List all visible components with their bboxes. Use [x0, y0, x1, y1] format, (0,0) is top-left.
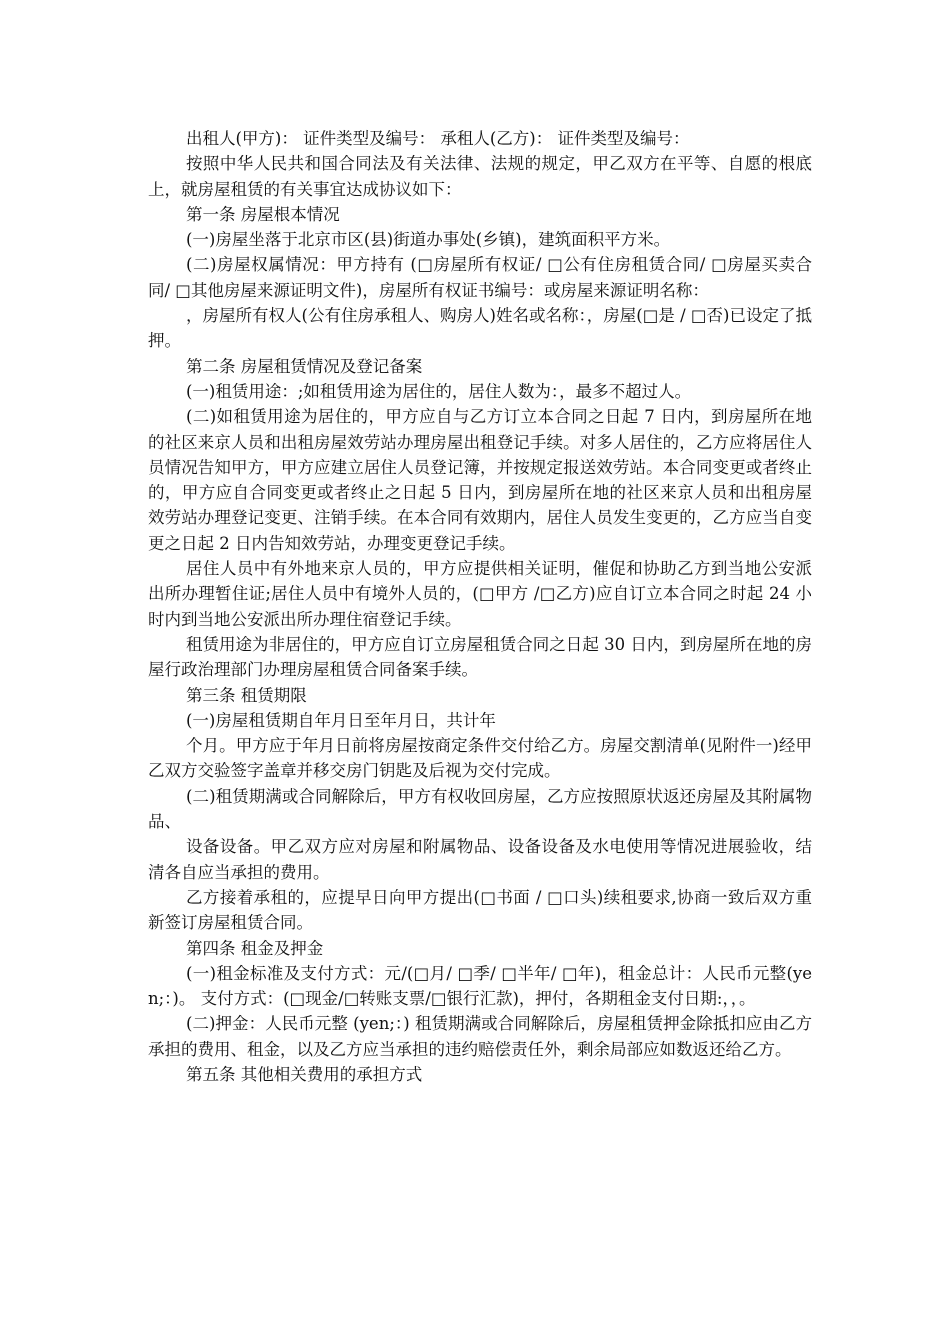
article-1-clause-2: (二)房屋权属情况：甲方持有 (□房屋所有权证/ □公有住房租赁合同/ □房屋买卖合同/ □其他房屋来源证明文件)，房屋所有权证书编号：或房屋来源证明名称：	[148, 255, 812, 300]
article-3-heading: 第三条 租赁期限	[186, 685, 307, 705]
article-2-clause-1: (一)租赁用途：;如租赁用途为居住的，居住人数为：，最多不超过人。	[186, 381, 692, 401]
article-2-foreign-residents: 居住人员中有外地来京人员的，甲方应提供相关证明，催促和协助乙方到当地公安派出所办理暂住证;居住人员中有境外人员的，(□甲方 /□乙方)应自订立本合同之时起 24 小时内到当地公安派出所办理住宿登记手续。	[148, 559, 812, 629]
article-4-heading: 第四条 租金及押金	[186, 938, 324, 958]
article-3-clause-2: (二)租赁期满或合同解除后，甲方有权收回房屋，乙方应按照原状返还房屋及其附属物品、	[148, 786, 812, 832]
article-2-clause-2: (二)如租赁用途为居住的，甲方应自与乙方订立本合同之日起 7 日内，到房屋所在地的社区来京人员和出租房屋效劳站办理房屋出租登记手续。对多人居住的，乙方应将居住人员情况告知甲方，甲方应建立居住人员登记簿，并按规定报送效劳站。本合同变更或者终止的，甲方应自合同变更或者终止之日起 5 日内，到房屋所在地的社区来京人员和出租房屋效劳站办理登记变更、注销手续。在本合同有效期内，居住人员发生变更的，乙方应当自变更之日起 2 日内告知效劳站，办理变更登记手续。	[148, 407, 812, 553]
article-2-non-residential: 租赁用途为非居住的，甲方应自订立房屋租赁合同之日起 30 日内，到房屋所在地的房屋行政治理部门办理房屋租赁合同备案手续。	[148, 634, 812, 680]
article-3-clause-2-continued: 设备设备。甲乙双方应对房屋和附属物品、设备设备及水电使用等情况进展验收，结清各自应当承担的费用。	[148, 837, 812, 882]
article-2-heading: 第二条 房屋租赁情况及登记备案	[186, 356, 423, 376]
article-1-clause-2-continued: ，房屋所有权人(公有住房承租人、购房人)姓名或名称：，房屋(□是 / □否)已设定了抵押。	[148, 306, 812, 351]
article-3-clause-1: (一)房屋租赁期自年月日至年月日，共计年	[186, 710, 496, 730]
article-4-clause-1: (一)租金标准及支付方式：元/(□月/ □季/ □半年/ □年)，租金总计：人民币元整(yen;：)。 支付方式：(□现金/□转账支票/□银行汇款)，押付，各期租金支付日期:，，。	[148, 963, 812, 1009]
article-4-clause-2: (二)押金：人民币元整 (yen;：) 租赁期满或合同解除后，房屋租赁押金除抵扣应由乙方承担的费用、租金，以及乙方应当承担的违约赔偿责任外，剩余局部应如数返还给乙方。	[148, 1014, 812, 1059]
preamble-paragraph: 按照中华人民共和国合同法及有关法律、法规的规定，甲乙双方在平等、自愿的根底上，就房屋租赁的有关事宜达成协议如下：	[148, 154, 812, 199]
contract-page	[148, 126, 812, 1087]
article-1-heading: 第一条 房屋根本情况	[186, 204, 340, 224]
article-3-clause-1-continued: 个月。甲方应于年月日前将房屋按商定条件交付给乙方。房屋交割清单(见附件一)经甲乙双方交验签字盖章并移交房门钥匙及后视为交付完成。	[148, 736, 812, 781]
article-3-renewal: 乙方接着承租的，应提早日向甲方提出(□书面 / □口头)续租要求,协商一致后双方重新签订房屋租赁合同。	[148, 887, 812, 933]
article-5-heading: 第五条 其他相关费用的承担方式	[186, 1064, 423, 1084]
party-info-line: 出租人(甲方)： 证件类型及编号： 承租人(乙方)： 证件类型及编号：	[186, 129, 690, 148]
article-1-clause-1: (一)房屋坐落于北京市区(县)街道办事处(乡镇)，建筑面积平方米。	[186, 230, 671, 250]
